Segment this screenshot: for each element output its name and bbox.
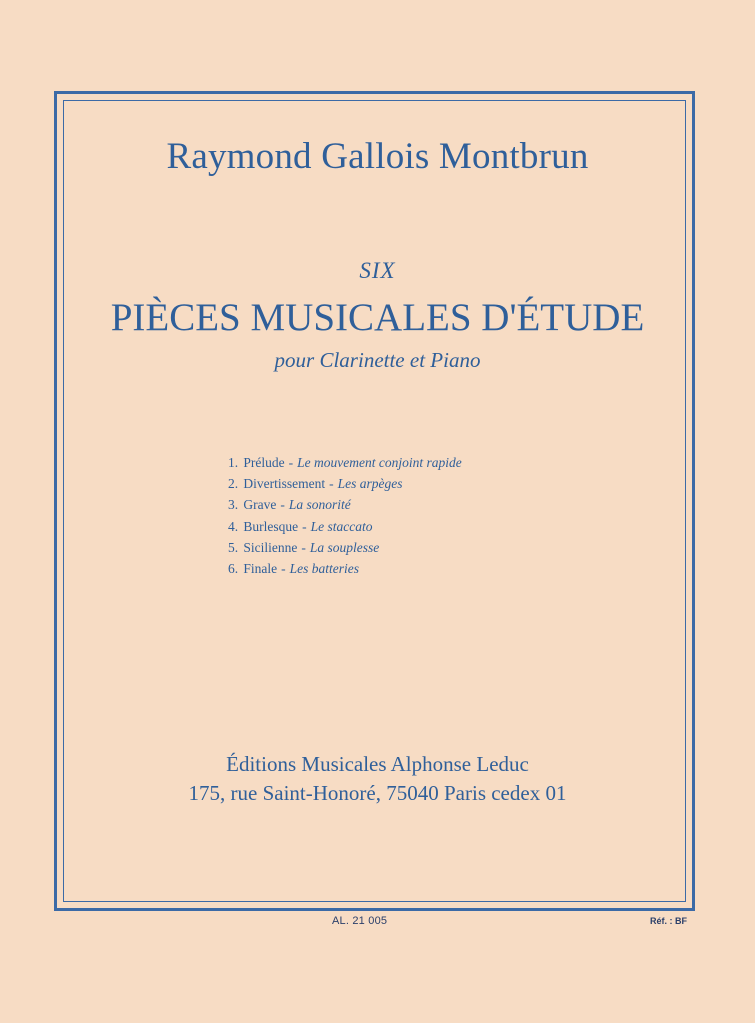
subtitle: pour Clarinette et Piano	[274, 348, 481, 372]
piece-description: Le mouvement conjoint rapide	[297, 455, 462, 470]
piece-name: Divertissement	[243, 476, 326, 492]
publisher-name: Éditions Musicales Alphonse Leduc	[226, 752, 529, 776]
piece-name: Grave	[243, 497, 277, 513]
piece-name: Finale	[243, 560, 278, 576]
piece-number: 5.	[228, 539, 239, 555]
piece-description: Le staccato	[310, 518, 373, 534]
piece-separator: -	[329, 476, 334, 492]
piece-description: Les batteries	[289, 560, 359, 576]
publisher-address: 175, rue Saint-Honoré, 75040 Paris cedex 01	[188, 781, 567, 805]
piece-number: 6.	[228, 560, 239, 576]
piece-item	[228, 494, 462, 515]
piece-list	[228, 452, 462, 579]
piece-item	[228, 452, 462, 473]
piece-separator: -	[281, 560, 286, 576]
piece-number: 3.	[228, 497, 239, 513]
catalog-number: AL. 21 005	[332, 915, 388, 927]
piece-number: 4.	[228, 518, 239, 534]
piece-name: Sicilienne	[243, 539, 298, 555]
reference-code: Réf. : BF	[650, 916, 687, 926]
piece-item	[228, 558, 462, 579]
piece-number: 2.	[228, 476, 239, 492]
piece-item	[228, 473, 462, 494]
title-prefix: SIX	[359, 258, 396, 283]
piece-separator: -	[302, 518, 307, 534]
main-title: PIÈCES MUSICALES D'ÉTUDE	[110, 296, 645, 339]
piece-separator: -	[288, 455, 294, 470]
piece-separator: -	[301, 539, 306, 555]
piece-item	[228, 537, 462, 558]
piece-name: Prélude	[243, 455, 285, 470]
composer-name: Raymond Gallois Montbrun	[166, 136, 589, 177]
piece-item	[228, 516, 462, 537]
piece-description: La souplesse	[309, 539, 380, 555]
piece-description: La sonorité	[288, 497, 351, 513]
piece-name: Burlesque	[243, 518, 299, 534]
piece-description: Les arpèges	[337, 476, 403, 492]
piece-separator: -	[280, 497, 285, 513]
piece-number: 1.	[228, 455, 239, 470]
